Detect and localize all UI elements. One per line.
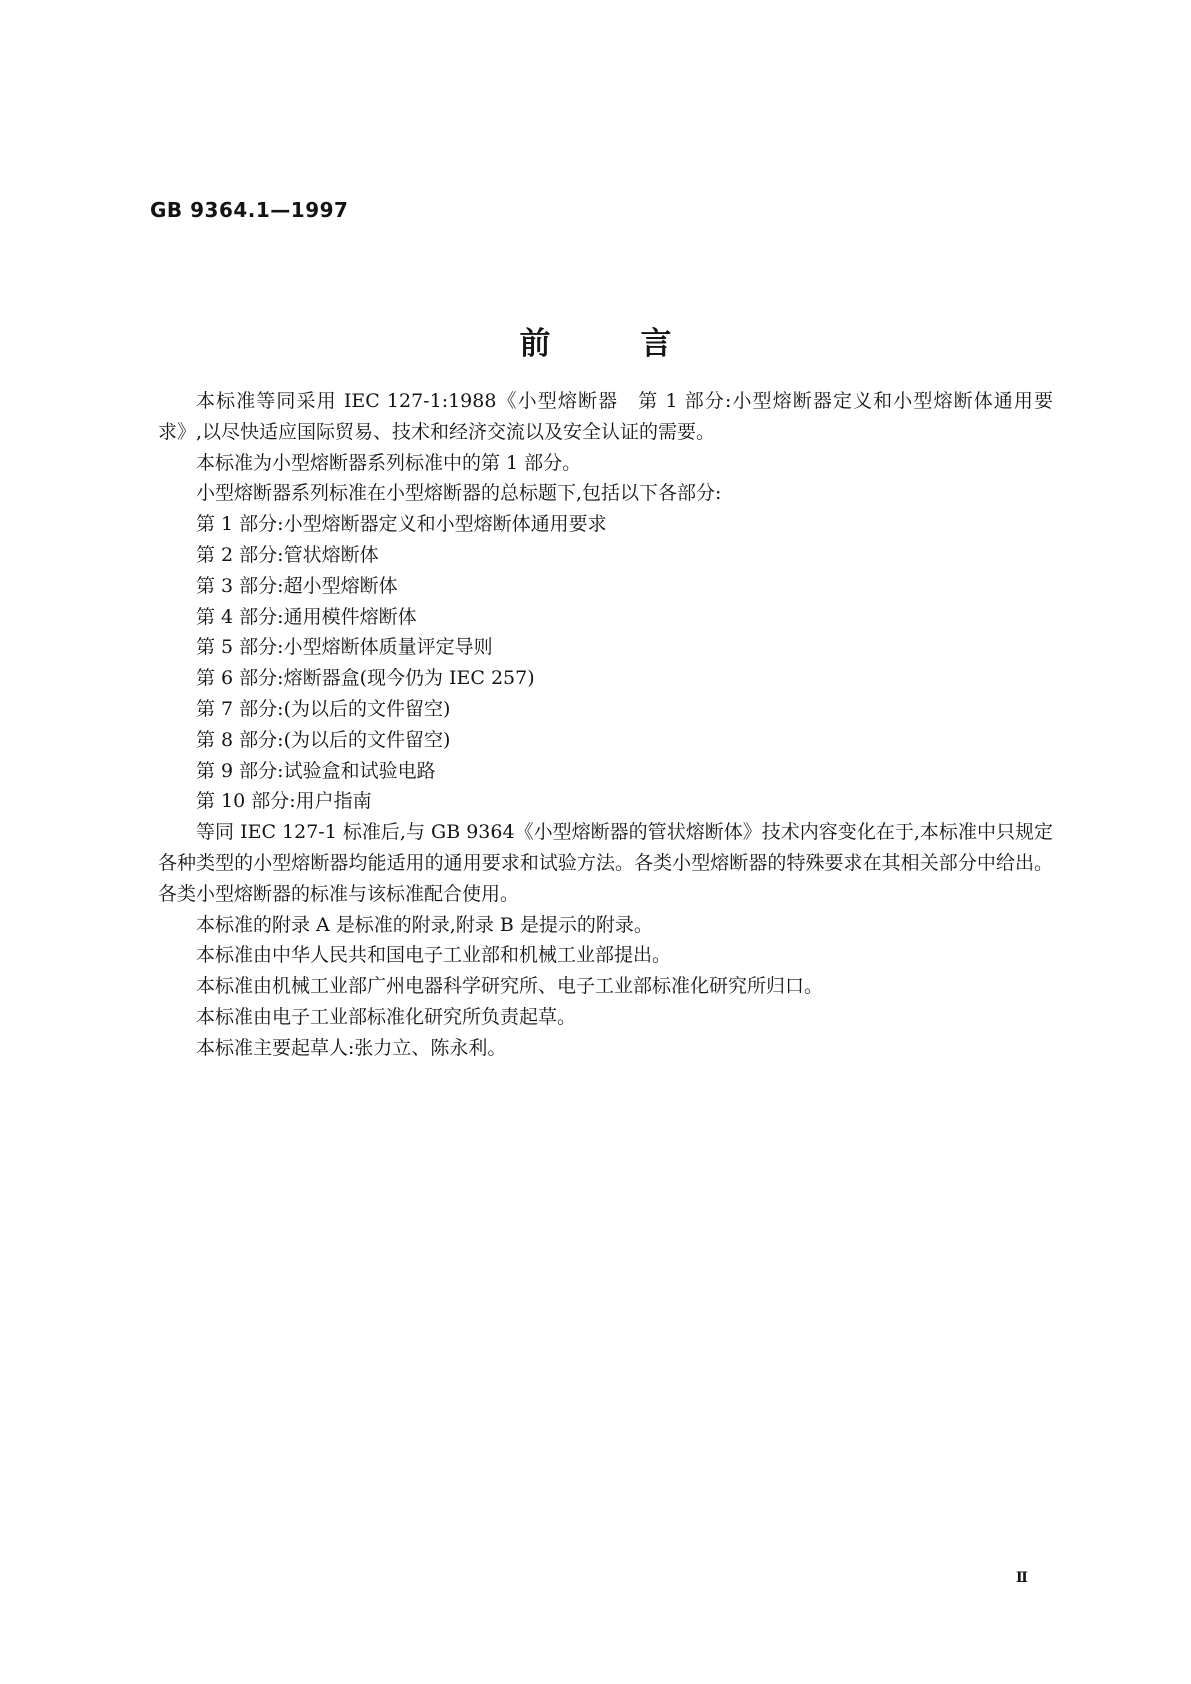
paragraph: 小型熔断器系列标准在小型熔断器的总标题下,包括以下各部分: bbox=[196, 482, 722, 505]
part-list-item: 第 5 部分:小型熔断体质量评定导则 bbox=[196, 636, 493, 659]
preface-body bbox=[158, 386, 1053, 1064]
standard-code: GB 9364.1—1997 bbox=[150, 198, 349, 222]
paragraph: 本标准由中华人民共和国电子工业部和机械工业部提出。 bbox=[196, 944, 672, 967]
part-list-item: 第 6 部分:熔断器盒(现今仍为 IEC 257) bbox=[196, 667, 535, 690]
title-char-2: 言 bbox=[640, 326, 672, 362]
page-number: Ⅱ bbox=[1016, 1570, 1027, 1586]
part-list-item: 第 4 部分:通用模件熔断体 bbox=[196, 605, 417, 628]
paragraph: 本标准等同采用 IEC 127-1:1988《小型熔断器 第 1 部分:小型熔断器定义和小型熔断体通用要求》,以尽快适应国际贸易、技术和经济交流以及安全认证的需要。 bbox=[158, 390, 1053, 443]
part-list-item: 第 7 部分:(为以后的文件留空) bbox=[196, 697, 451, 720]
paragraph: 等同 IEC 127-1 标准后,与 GB 9364《小型熔断器的管状熔断体》技术内容变化在于,本标准中只规定各种类型的小型熔断器均能适用的通用要求和试验方法。各类小型熔断器的特殊要求在其相关部分中给出。各类小型熔断器的标准与该标准配合使用。 bbox=[158, 821, 1053, 905]
part-list-item: 第 10 部分:用户指南 bbox=[196, 790, 372, 813]
paragraph: 本标准的附录 A 是标准的附录,附录 B 是提示的附录。 bbox=[196, 913, 653, 936]
title-char-1: 前 bbox=[519, 326, 551, 362]
part-list-item: 第 2 部分:管状熔断体 bbox=[196, 543, 379, 566]
part-list-item: 第 8 部分:(为以后的文件留空) bbox=[196, 728, 451, 751]
page-title bbox=[0, 318, 1191, 363]
paragraph: 本标准主要起草人:张力立、陈永利。 bbox=[196, 1036, 507, 1059]
paragraph: 本标准由机械工业部广州电器科学研究所、电子工业部标准化研究所归口。 bbox=[196, 975, 824, 998]
part-list-item: 第 3 部分:超小型熔断体 bbox=[196, 574, 398, 597]
paragraph: 本标准为小型熔断器系列标准中的第 1 部分。 bbox=[196, 451, 582, 474]
part-list-item: 第 9 部分:试验盒和试验电路 bbox=[196, 759, 436, 782]
paragraph: 本标准由电子工业部标准化研究所负责起草。 bbox=[196, 1005, 577, 1028]
part-list-item: 第 1 部分:小型熔断器定义和小型熔断体通用要求 bbox=[196, 513, 607, 536]
